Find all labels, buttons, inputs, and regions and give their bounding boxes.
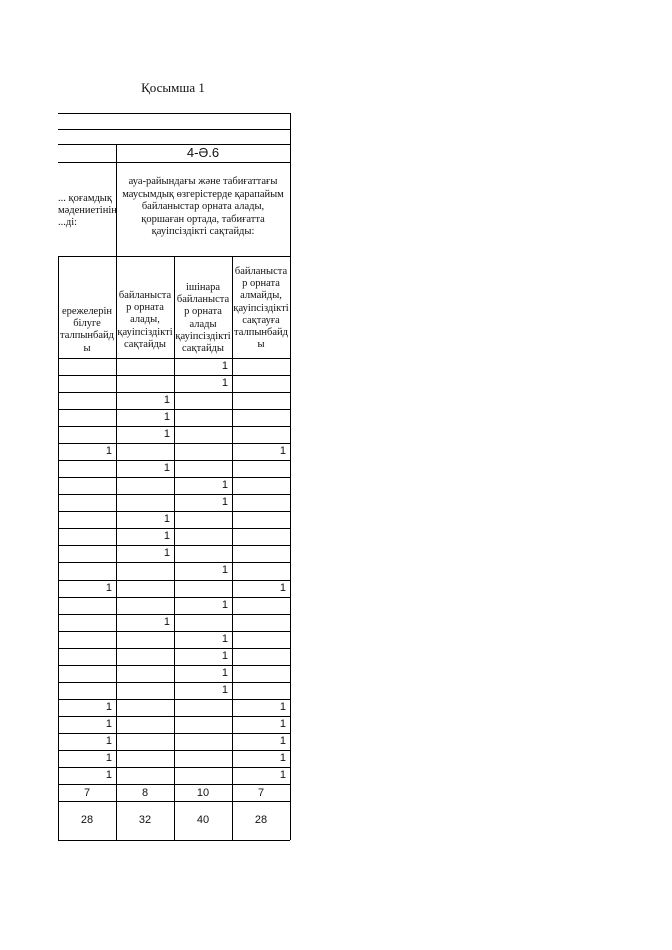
left-header-fragment: ... қоғамдық мәдениетінің ...ді: [58, 193, 117, 229]
row-rule [58, 614, 290, 615]
row-rule [58, 392, 290, 393]
row-rule [58, 528, 290, 529]
table-cell-value: 1 [221, 683, 228, 696]
table-cell-value: 1 [279, 751, 286, 764]
page-title: Қосымша 1 [141, 80, 205, 95]
table-cell-value: 1 [105, 734, 112, 747]
goal-description: ауа-райындағы және табиғаттағы маусымдық өзгерістерде қарапайым байланыстар орната алады, қоршаған ортада, табиғатта қауіпсіздікті сақтайды: [122, 176, 284, 238]
table-cell-value: 1 [221, 360, 228, 372]
table-cell-value: 1 [105, 581, 112, 594]
column-percentage: 40 [196, 814, 210, 826]
table-cell-value: 1 [221, 564, 228, 577]
row-rule [58, 545, 290, 546]
table-cell-value: 1 [279, 717, 286, 730]
header-rule [58, 162, 290, 163]
table-bottom-border [58, 840, 290, 841]
table-cell-value: 1 [279, 768, 286, 781]
column-percentage: 32 [138, 814, 152, 826]
table-cell-value: 1 [221, 649, 228, 662]
table-cell-value: 1 [221, 496, 228, 509]
header-rule [58, 113, 290, 114]
row-rule [58, 511, 290, 512]
table-cell-value: 1 [221, 598, 228, 611]
table-cell-value: 1 [221, 479, 228, 492]
table-cell-value: 1 [105, 717, 112, 730]
table-cell-value: 1 [163, 462, 170, 475]
row-rule [58, 460, 290, 461]
table-cell-value: 1 [279, 581, 286, 594]
table-cell-value: 1 [163, 615, 170, 628]
table-cell-value: 1 [221, 377, 228, 390]
table-cell-value: 1 [163, 530, 170, 543]
column-header-2: байланыста р орната алады, қауіпсіздікті сақтайды [117, 290, 173, 350]
column-divider [116, 144, 117, 840]
table-cell-value: 1 [163, 394, 170, 407]
table-cell-value: 1 [279, 445, 286, 458]
column-total: 8 [141, 787, 149, 799]
table-right-border [290, 113, 291, 840]
column-total: 10 [196, 787, 210, 799]
row-rule [58, 426, 290, 427]
column-header-1: ережелерін білуге талпынбайд ы [60, 306, 114, 354]
column-percentage: 28 [80, 814, 94, 826]
section-code: 4-Ә.6 [186, 145, 220, 160]
table-cell-value: 1 [279, 700, 286, 713]
table-cell-value: 1 [163, 513, 170, 526]
table-cell-value: 1 [105, 445, 112, 458]
table-cell-value: 1 [163, 428, 170, 441]
table-cell-value: 1 [163, 411, 170, 424]
table-cell-value: 1 [105, 751, 112, 764]
row-rule [58, 409, 290, 410]
header-rule [58, 129, 290, 130]
column-total: 7 [257, 787, 265, 799]
column-header-3: ішінара байланыста р орната алады қауіпсіздікті сақтайды [175, 282, 231, 355]
table-cell-value: 1 [105, 768, 112, 781]
table-cell-value: 1 [221, 632, 228, 645]
column-total: 7 [83, 787, 91, 799]
column-header-4: байланыста р орната алмайды, қауіпсіздікті сақтауға талпынбайд ы [233, 266, 289, 351]
table-cell-value: 1 [105, 700, 112, 713]
table-cell-value: 1 [279, 734, 286, 747]
table-cell-value: 1 [221, 666, 228, 679]
table-cell-value: 1 [163, 547, 170, 560]
column-percentage: 28 [254, 814, 268, 826]
